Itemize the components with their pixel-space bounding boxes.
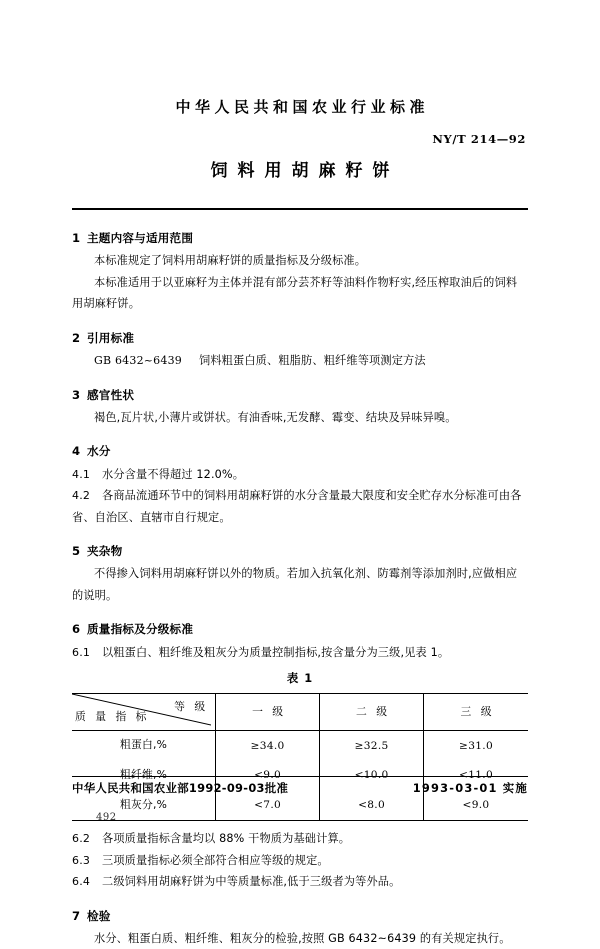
- cell-crude-fiber-grade-1: <9.0: [216, 761, 320, 791]
- cell-crude-protein-grade-1: ≥34.0: [216, 730, 320, 760]
- clause-text-4-1: 水分含量不得超过 12.0%。: [102, 467, 245, 481]
- table-col-header-grade-1: 一 级: [216, 693, 320, 730]
- clause-4-1: [72, 464, 528, 486]
- clause-4-2: [72, 485, 528, 528]
- table-header-row: [72, 693, 528, 730]
- clause-6-3: [72, 850, 528, 872]
- cell-crude-ash-grade-1: <7.0: [216, 790, 320, 820]
- clause-number-6-3: 6.3: [72, 853, 91, 867]
- cell-crude-ash-grade-2: <8.0: [320, 790, 424, 820]
- referenced-standard-code: GB 6432~6439: [94, 354, 182, 367]
- section-number-3: 3: [72, 387, 81, 402]
- corner-index-label: 质 量 指 标: [75, 710, 150, 724]
- section-heading-5: [72, 540, 528, 562]
- cell-crude-protein-grade-3: ≥31.0: [424, 730, 528, 760]
- quality-index-table: [72, 693, 528, 821]
- standard-organization: 中华人民共和国农业行业标准: [175, 98, 429, 116]
- clause-text-4-2: 各商品流通环节中的饲料用胡麻籽饼的水分含量最大限度和安全贮存水分标准可由各省、自治区、直辖市自行规定。: [72, 489, 522, 524]
- section-number-4: 4: [72, 444, 81, 459]
- clause-text-6-3: 三项质量指标必须全部符合相应等级的规定。: [102, 853, 329, 867]
- clause-number-6-2: 6.2: [72, 832, 91, 846]
- section-heading-3: [72, 384, 528, 406]
- section-number-1: 1: [72, 231, 81, 245]
- section-heading-7: [72, 905, 528, 927]
- table-row: [72, 730, 528, 760]
- section-number-7: 7: [72, 908, 81, 923]
- section-title-5: 夹杂物: [87, 544, 123, 558]
- section-title-3: 感官性状: [87, 387, 135, 402]
- clause-text-6-4: 二级饲料用胡麻籽饼为中等质量标准,低于三级者为等外品。: [102, 875, 401, 889]
- section-number-6: 6: [72, 622, 81, 637]
- clause-6-4: [72, 871, 528, 893]
- table-row-label-crude-protein: 粗蛋白,%: [72, 730, 216, 760]
- section-title-7: 检验: [87, 908, 111, 923]
- clause-number-6-4: 6.4: [72, 875, 91, 889]
- diagonal-split-header: [72, 694, 215, 730]
- clause-number-4-2: 4.2: [72, 489, 91, 502]
- page-number: 492: [96, 812, 117, 823]
- section-number-2: 2: [72, 330, 81, 345]
- table-col-header-grade-2: 二 级: [320, 693, 424, 730]
- cell-crude-ash-grade-3: <9.0: [424, 790, 528, 820]
- table-row-label-crude-ash: 粗灰分,%: [72, 790, 216, 820]
- cell-crude-protein-grade-2: ≥32.5: [320, 730, 424, 760]
- section-number-5: 5: [72, 544, 81, 558]
- cell-crude-fiber-grade-2: <10.0: [320, 761, 424, 791]
- corner-grade-label: 等 级: [174, 699, 209, 713]
- section-title-4: 水分: [87, 444, 111, 459]
- section-heading-2: [72, 327, 528, 349]
- footer-implementation-date: 1993-03-01 实施: [412, 781, 528, 795]
- footer: [72, 780, 528, 796]
- table-corner-cell: [72, 693, 216, 730]
- footer-divider: [72, 776, 528, 777]
- title-divider: [72, 208, 528, 210]
- section-title-2: 引用标准: [87, 330, 135, 345]
- table-col-header-grade-3: 三 级: [424, 693, 528, 730]
- section-heading-1: [72, 227, 528, 249]
- page-title: 饲料用胡麻籽饼: [210, 161, 400, 181]
- cell-crude-fiber-grade-3: <11.0: [424, 761, 528, 791]
- document-body: [72, 227, 528, 949]
- clause-text-6-1: 以粗蛋白、粗纤维及粗灰分为质量控制指标,按含量分为三级,见表 1。: [102, 645, 450, 659]
- table-row-label-crude-fiber: 粗纤维,%: [72, 761, 216, 791]
- clause-6-2: [72, 828, 528, 850]
- section-3-paragraph-1: 褐色,瓦片状,小薄片或饼状。有油香味,无发酵、霉变、结块及异味异嗅。: [94, 410, 457, 424]
- clause-6-1: [72, 642, 528, 664]
- section-1-paragraph-2: 本标准适用于以亚麻籽为主体并混有部分芸芥籽等油料作物籽实,经压榨取油后的饲料用胡麻籽饼。: [72, 275, 518, 311]
- clause-text-6-2: 各项质量指标含量均以 88% 干物质为基础计算。: [102, 832, 351, 846]
- section-heading-6: [72, 618, 528, 640]
- section-title-1: 主题内容与适用范围: [87, 231, 194, 245]
- clause-number-4-1: 4.1: [72, 467, 91, 481]
- section-title-6: 质量指标及分级标准: [87, 622, 194, 637]
- standard-code-row: [72, 128, 528, 147]
- referenced-standard-title: 饲料粗蛋白质、粗脂肪、粗纤维等项测定方法: [198, 354, 426, 367]
- section-heading-4: [72, 440, 528, 462]
- referenced-standard: [72, 350, 528, 372]
- section-5-paragraph-1: 不得掺入饲料用胡麻籽饼以外的物质。若加入抗氧化剂、防霉剂等添加剂时,应做相应的说明。: [72, 567, 518, 602]
- section-7-paragraph-1: 水分、粗蛋白质、粗纤维、粗灰分的检验,按照 GB 6432~6439 的有关规定执行。: [94, 931, 511, 945]
- clause-number-6-1: 6.1: [72, 645, 91, 659]
- table-caption: 表 1: [286, 671, 314, 685]
- section-1-paragraph-1: 本标准规定了饲料用胡麻籽饼的质量指标及分级标准。: [94, 254, 367, 268]
- masthead: [72, 0, 528, 210]
- standard-code: NY/T 214—92: [432, 132, 526, 146]
- footer-approval-text: 中华人民共和国农业部1992-09-03批准: [72, 781, 289, 795]
